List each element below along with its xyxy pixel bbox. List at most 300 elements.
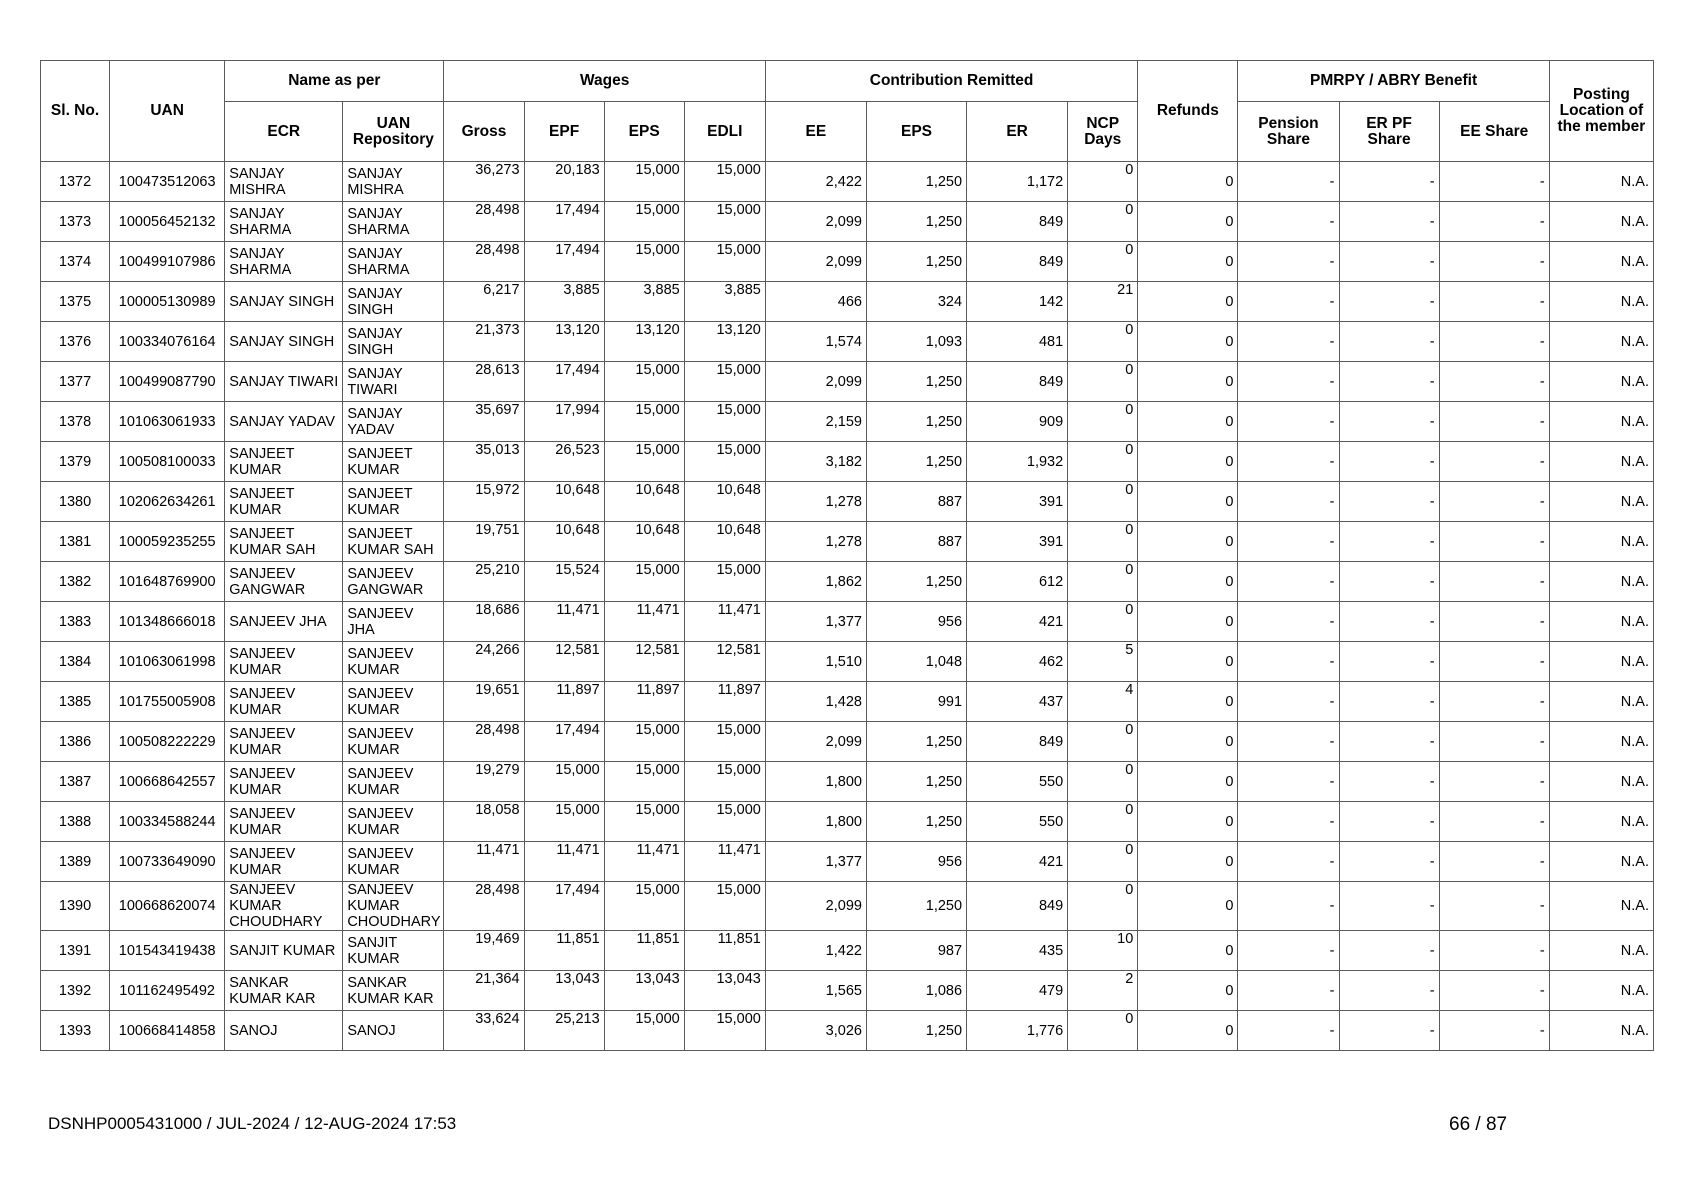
- cell-edli: 15,000: [684, 1011, 765, 1051]
- cell-name-ecr: SANJAY SHARMA: [225, 202, 343, 242]
- cell-name-ecr: SANJAY TIWARI: [225, 362, 343, 402]
- header-er-pf-share: ER PF Share: [1339, 102, 1439, 162]
- cell-name-uan-repository: SANJEEV KUMAR: [343, 722, 444, 762]
- cell-ee: 1,800: [765, 802, 866, 842]
- cell-uan: 101648769900: [110, 562, 225, 602]
- cell-eps: 15,000: [604, 882, 684, 931]
- cell-epf: 3,885: [524, 282, 604, 322]
- table-row: [41, 602, 1654, 642]
- cell-ncp-days: 5: [1068, 642, 1138, 682]
- cell-pension-share: -: [1238, 482, 1339, 522]
- cell-er-pf-share: -: [1339, 282, 1439, 322]
- cell-pension-share: -: [1238, 642, 1339, 682]
- cell-gross: 33,624: [444, 1011, 524, 1051]
- cell-uan: 101348666018: [110, 602, 225, 642]
- cell-eps-contribution: 1,250: [866, 722, 966, 762]
- table-row: [41, 402, 1654, 442]
- cell-epf: 17,494: [524, 882, 604, 931]
- cell-epf: 13,043: [524, 971, 604, 1011]
- cell-epf: 20,183: [524, 162, 604, 202]
- cell-edli: 13,120: [684, 322, 765, 362]
- cell-eps-contribution: 324: [866, 282, 966, 322]
- table-row: [41, 442, 1654, 482]
- cell-er: 481: [967, 322, 1068, 362]
- cell-name-ecr: SANJEEV KUMAR: [225, 762, 343, 802]
- cell-ee: 1,862: [765, 562, 866, 602]
- cell-gross: 25,210: [444, 562, 524, 602]
- cell-uan: 101162495492: [110, 971, 225, 1011]
- cell-uan: 100508222229: [110, 722, 225, 762]
- cell-uan: 100733649090: [110, 842, 225, 882]
- cell-uan: 100668414858: [110, 1011, 225, 1051]
- cell-ncp-days: 0: [1068, 562, 1138, 602]
- header-sl-no: Sl. No.: [41, 61, 110, 162]
- cell-eps-contribution: 956: [866, 842, 966, 882]
- cell-epf: 15,000: [524, 762, 604, 802]
- cell-pension-share: -: [1238, 242, 1339, 282]
- cell-name-uan-repository: SANJAY SHARMA: [343, 202, 444, 242]
- cell-eps: 15,000: [604, 762, 684, 802]
- cell-eps: 15,000: [604, 162, 684, 202]
- cell-name-uan-repository: SANJEET KUMAR: [343, 442, 444, 482]
- table-row: [41, 282, 1654, 322]
- cell-refunds: 0: [1138, 202, 1238, 242]
- cell-eps-contribution: 887: [866, 482, 966, 522]
- cell-name-uan-repository: SANJEEV KUMAR: [343, 642, 444, 682]
- cell-name-ecr: SANJEEV KUMAR: [225, 802, 343, 842]
- cell-name-uan-repository: SANJAY SINGH: [343, 322, 444, 362]
- cell-name-uan-repository: SANJAY YADAV: [343, 402, 444, 442]
- cell-eps-contribution: 1,250: [866, 402, 966, 442]
- cell-er-pf-share: -: [1339, 522, 1439, 562]
- cell-epf: 11,471: [524, 602, 604, 642]
- cell-ee: 3,182: [765, 442, 866, 482]
- cell-gross: 36,273: [444, 162, 524, 202]
- cell-edli: 13,043: [684, 971, 765, 1011]
- cell-posting-location: N.A.: [1549, 931, 1653, 971]
- cell-name-ecr: SANJIT KUMAR: [225, 931, 343, 971]
- cell-ee: 1,428: [765, 682, 866, 722]
- cell-sl-no: 1391: [41, 931, 110, 971]
- cell-posting-location: N.A.: [1549, 1011, 1653, 1051]
- cell-refunds: 0: [1138, 682, 1238, 722]
- table-row: [41, 802, 1654, 842]
- cell-er: 142: [967, 282, 1068, 322]
- cell-edli: 11,471: [684, 842, 765, 882]
- cell-eps-contribution: 956: [866, 602, 966, 642]
- cell-er-pf-share: -: [1339, 482, 1439, 522]
- cell-gross: 28,498: [444, 722, 524, 762]
- cell-uan: 100334076164: [110, 322, 225, 362]
- cell-name-uan-repository: SANJAY TIWARI: [343, 362, 444, 402]
- cell-name-ecr: SANJEEV JHA: [225, 602, 343, 642]
- header-eps-contribution: EPS: [866, 102, 966, 162]
- cell-edli: 15,000: [684, 722, 765, 762]
- header-edli: EDLI: [684, 102, 765, 162]
- cell-uan: 100005130989: [110, 282, 225, 322]
- cell-er: 849: [967, 202, 1068, 242]
- cell-eps: 10,648: [604, 482, 684, 522]
- cell-ee-share: -: [1439, 362, 1549, 402]
- cell-ncp-days: 0: [1068, 162, 1138, 202]
- cell-refunds: 0: [1138, 402, 1238, 442]
- cell-posting-location: N.A.: [1549, 802, 1653, 842]
- cell-refunds: 0: [1138, 642, 1238, 682]
- cell-uan: 100059235255: [110, 522, 225, 562]
- cell-refunds: 0: [1138, 282, 1238, 322]
- cell-eps-contribution: 1,250: [866, 202, 966, 242]
- cell-ee-share: -: [1439, 522, 1549, 562]
- cell-ncp-days: 0: [1068, 882, 1138, 931]
- cell-pension-share: -: [1238, 971, 1339, 1011]
- cell-edli: 15,000: [684, 402, 765, 442]
- cell-pension-share: -: [1238, 282, 1339, 322]
- cell-pension-share: -: [1238, 762, 1339, 802]
- cell-name-ecr: SANJAY MISHRA: [225, 162, 343, 202]
- cell-pension-share: -: [1238, 522, 1339, 562]
- cell-refunds: 0: [1138, 882, 1238, 931]
- cell-sl-no: 1373: [41, 202, 110, 242]
- header-gross: Gross: [444, 102, 524, 162]
- cell-name-ecr: SANJEET KUMAR: [225, 482, 343, 522]
- cell-posting-location: N.A.: [1549, 882, 1653, 931]
- cell-er: 849: [967, 242, 1068, 282]
- cell-eps: 3,885: [604, 282, 684, 322]
- cell-pension-share: -: [1238, 882, 1339, 931]
- cell-gross: 21,373: [444, 322, 524, 362]
- cell-name-ecr: SANJEEV KUMAR CHOUDHARY: [225, 882, 343, 931]
- cell-uan: 100473512063: [110, 162, 225, 202]
- cell-er: 421: [967, 842, 1068, 882]
- cell-ee-share: -: [1439, 242, 1549, 282]
- cell-sl-no: 1376: [41, 322, 110, 362]
- header-pension-share: Pension Share: [1238, 102, 1339, 162]
- cell-gross: 21,364: [444, 971, 524, 1011]
- cell-gross: 6,217: [444, 282, 524, 322]
- cell-name-uan-repository: SANJEEV KUMAR: [343, 842, 444, 882]
- cell-eps-contribution: 1,250: [866, 762, 966, 802]
- cell-sl-no: 1390: [41, 882, 110, 931]
- cell-pension-share: -: [1238, 1011, 1339, 1051]
- cell-er: 550: [967, 762, 1068, 802]
- cell-name-uan-repository: SANJIT KUMAR: [343, 931, 444, 971]
- header-epf: EPF: [524, 102, 604, 162]
- cell-er-pf-share: -: [1339, 1011, 1439, 1051]
- cell-epf: 17,494: [524, 242, 604, 282]
- table-body: [41, 162, 1654, 1051]
- cell-name-ecr: SANJEEV GANGWAR: [225, 562, 343, 602]
- cell-posting-location: N.A.: [1549, 562, 1653, 602]
- cell-eps-contribution: 1,250: [866, 242, 966, 282]
- cell-posting-location: N.A.: [1549, 482, 1653, 522]
- cell-gross: 28,613: [444, 362, 524, 402]
- cell-sl-no: 1387: [41, 762, 110, 802]
- cell-ee: 1,377: [765, 842, 866, 882]
- cell-ee: 2,422: [765, 162, 866, 202]
- cell-eps: 12,581: [604, 642, 684, 682]
- cell-posting-location: N.A.: [1549, 442, 1653, 482]
- cell-eps-contribution: 1,086: [866, 971, 966, 1011]
- cell-eps-contribution: 1,250: [866, 802, 966, 842]
- cell-sl-no: 1374: [41, 242, 110, 282]
- cell-eps: 15,000: [604, 802, 684, 842]
- cell-pension-share: -: [1238, 442, 1339, 482]
- cell-edli: 15,000: [684, 202, 765, 242]
- cell-ee-share: -: [1439, 642, 1549, 682]
- cell-uan: 101543419438: [110, 931, 225, 971]
- cell-epf: 17,994: [524, 402, 604, 442]
- cell-er: 550: [967, 802, 1068, 842]
- cell-ee-share: -: [1439, 882, 1549, 931]
- cell-ee-share: -: [1439, 842, 1549, 882]
- cell-eps-contribution: 1,048: [866, 642, 966, 682]
- cell-posting-location: N.A.: [1549, 602, 1653, 642]
- cell-eps-contribution: 1,250: [866, 162, 966, 202]
- cell-ee: 1,565: [765, 971, 866, 1011]
- cell-er-pf-share: -: [1339, 971, 1439, 1011]
- cell-epf: 15,000: [524, 802, 604, 842]
- table-row: [41, 722, 1654, 762]
- cell-ee-share: -: [1439, 802, 1549, 842]
- cell-uan: 100334588244: [110, 802, 225, 842]
- ecr-contribution-table: [40, 60, 1654, 1051]
- cell-edli: 11,471: [684, 602, 765, 642]
- cell-eps: 15,000: [604, 562, 684, 602]
- cell-sl-no: 1388: [41, 802, 110, 842]
- cell-uan: 101755005908: [110, 682, 225, 722]
- cell-edli: 12,581: [684, 642, 765, 682]
- cell-sl-no: 1377: [41, 362, 110, 402]
- cell-gross: 19,279: [444, 762, 524, 802]
- cell-ncp-days: 0: [1068, 482, 1138, 522]
- cell-refunds: 0: [1138, 842, 1238, 882]
- cell-sl-no: 1385: [41, 682, 110, 722]
- cell-pension-share: -: [1238, 562, 1339, 602]
- table-row: [41, 162, 1654, 202]
- cell-edli: 15,000: [684, 562, 765, 602]
- cell-posting-location: N.A.: [1549, 202, 1653, 242]
- cell-name-ecr: SANJEEV KUMAR: [225, 642, 343, 682]
- cell-pension-share: -: [1238, 402, 1339, 442]
- cell-eps: 15,000: [604, 402, 684, 442]
- cell-refunds: 0: [1138, 762, 1238, 802]
- cell-name-uan-repository: SANJEEV KUMAR: [343, 682, 444, 722]
- cell-ncp-days: 0: [1068, 1011, 1138, 1051]
- cell-sl-no: 1383: [41, 602, 110, 642]
- header-ee: EE: [765, 102, 866, 162]
- cell-uan: 102062634261: [110, 482, 225, 522]
- cell-ncp-days: 0: [1068, 322, 1138, 362]
- header-er: ER: [967, 102, 1068, 162]
- cell-er: 849: [967, 882, 1068, 931]
- cell-pension-share: -: [1238, 162, 1339, 202]
- cell-edli: 10,648: [684, 482, 765, 522]
- cell-posting-location: N.A.: [1549, 722, 1653, 762]
- cell-ee-share: -: [1439, 442, 1549, 482]
- cell-ee: 1,574: [765, 322, 866, 362]
- cell-er: 909: [967, 402, 1068, 442]
- cell-ncp-days: 4: [1068, 682, 1138, 722]
- cell-er-pf-share: -: [1339, 722, 1439, 762]
- cell-name-ecr: SANJEEV KUMAR: [225, 722, 343, 762]
- cell-gross: 35,697: [444, 402, 524, 442]
- cell-er: 1,776: [967, 1011, 1068, 1051]
- cell-refunds: 0: [1138, 1011, 1238, 1051]
- cell-name-ecr: SANJEEV KUMAR: [225, 682, 343, 722]
- table-row: [41, 562, 1654, 602]
- cell-gross: 19,651: [444, 682, 524, 722]
- cell-er: 1,932: [967, 442, 1068, 482]
- cell-refunds: 0: [1138, 522, 1238, 562]
- cell-sl-no: 1379: [41, 442, 110, 482]
- cell-pension-share: -: [1238, 362, 1339, 402]
- cell-er-pf-share: -: [1339, 842, 1439, 882]
- cell-gross: 18,058: [444, 802, 524, 842]
- cell-refunds: 0: [1138, 562, 1238, 602]
- cell-name-ecr: SANJAY YADAV: [225, 402, 343, 442]
- cell-edli: 15,000: [684, 762, 765, 802]
- table-row: [41, 522, 1654, 562]
- cell-refunds: 0: [1138, 802, 1238, 842]
- cell-ncp-days: 0: [1068, 442, 1138, 482]
- cell-ncp-days: 21: [1068, 282, 1138, 322]
- cell-ee: 1,278: [765, 522, 866, 562]
- cell-name-ecr: SANKAR KUMAR KAR: [225, 971, 343, 1011]
- cell-eps-contribution: 1,250: [866, 362, 966, 402]
- cell-gross: 18,686: [444, 602, 524, 642]
- cell-name-ecr: SANJEET KUMAR SAH: [225, 522, 343, 562]
- cell-er-pf-share: -: [1339, 602, 1439, 642]
- table-row: [41, 482, 1654, 522]
- cell-er-pf-share: -: [1339, 402, 1439, 442]
- cell-sl-no: 1375: [41, 282, 110, 322]
- cell-posting-location: N.A.: [1549, 762, 1653, 802]
- cell-name-ecr: SANJEEV KUMAR: [225, 842, 343, 882]
- cell-er-pf-share: -: [1339, 442, 1439, 482]
- cell-epf: 11,897: [524, 682, 604, 722]
- cell-posting-location: N.A.: [1549, 642, 1653, 682]
- cell-eps-contribution: 991: [866, 682, 966, 722]
- cell-edli: 15,000: [684, 362, 765, 402]
- cell-ee-share: -: [1439, 682, 1549, 722]
- cell-pension-share: -: [1238, 722, 1339, 762]
- cell-edli: 10,648: [684, 522, 765, 562]
- cell-ee-share: -: [1439, 482, 1549, 522]
- header-ecr: ECR: [225, 102, 343, 162]
- footer-document-id: DSNHP0005431000 / JUL-2024 / 12-AUG-2024 17:53: [48, 1114, 457, 1133]
- cell-eps: 15,000: [604, 362, 684, 402]
- cell-pension-share: -: [1238, 322, 1339, 362]
- cell-ncp-days: 0: [1068, 762, 1138, 802]
- cell-epf: 12,581: [524, 642, 604, 682]
- cell-er-pf-share: -: [1339, 931, 1439, 971]
- cell-ee: 1,422: [765, 931, 866, 971]
- cell-er-pf-share: -: [1339, 162, 1439, 202]
- cell-ee: 1,510: [765, 642, 866, 682]
- cell-epf: 25,213: [524, 1011, 604, 1051]
- cell-uan: 100056452132: [110, 202, 225, 242]
- cell-epf: 13,120: [524, 322, 604, 362]
- header-uan: UAN: [110, 61, 225, 162]
- cell-er: 421: [967, 602, 1068, 642]
- cell-er: 849: [967, 722, 1068, 762]
- cell-name-uan-repository: SANJAY MISHRA: [343, 162, 444, 202]
- cell-posting-location: N.A.: [1549, 522, 1653, 562]
- cell-ee-share: -: [1439, 722, 1549, 762]
- cell-eps: 11,897: [604, 682, 684, 722]
- cell-posting-location: N.A.: [1549, 402, 1653, 442]
- cell-er: 479: [967, 971, 1068, 1011]
- cell-name-uan-repository: SANJAY SINGH: [343, 282, 444, 322]
- cell-edli: 15,000: [684, 882, 765, 931]
- table-row: [41, 682, 1654, 722]
- cell-epf: 17,494: [524, 362, 604, 402]
- cell-sl-no: 1380: [41, 482, 110, 522]
- cell-epf: 15,524: [524, 562, 604, 602]
- cell-ee-share: -: [1439, 322, 1549, 362]
- cell-refunds: 0: [1138, 931, 1238, 971]
- cell-ncp-days: 0: [1068, 802, 1138, 842]
- cell-name-ecr: SANJAY SHARMA: [225, 242, 343, 282]
- cell-edli: 3,885: [684, 282, 765, 322]
- cell-sl-no: 1393: [41, 1011, 110, 1051]
- cell-ncp-days: 0: [1068, 722, 1138, 762]
- cell-gross: 28,498: [444, 882, 524, 931]
- cell-uan: 100499087790: [110, 362, 225, 402]
- cell-er-pf-share: -: [1339, 762, 1439, 802]
- cell-name-uan-repository: SANJAY SHARMA: [343, 242, 444, 282]
- cell-gross: 28,498: [444, 202, 524, 242]
- cell-edli: 15,000: [684, 162, 765, 202]
- cell-er: 462: [967, 642, 1068, 682]
- cell-ncp-days: 0: [1068, 242, 1138, 282]
- cell-ee: 1,278: [765, 482, 866, 522]
- cell-name-uan-repository: SANJEET KUMAR SAH: [343, 522, 444, 562]
- cell-sl-no: 1392: [41, 971, 110, 1011]
- cell-eps: 15,000: [604, 442, 684, 482]
- table-row: [41, 931, 1654, 971]
- cell-er-pf-share: -: [1339, 642, 1439, 682]
- header-contribution-remitted: Contribution Remitted: [765, 61, 1137, 102]
- cell-edli: 15,000: [684, 242, 765, 282]
- table-row: [41, 202, 1654, 242]
- cell-sl-no: 1389: [41, 842, 110, 882]
- cell-epf: 17,494: [524, 202, 604, 242]
- cell-eps: 11,471: [604, 602, 684, 642]
- cell-name-ecr: SANOJ: [225, 1011, 343, 1051]
- cell-sl-no: 1386: [41, 722, 110, 762]
- cell-ncp-days: 2: [1068, 971, 1138, 1011]
- cell-refunds: 0: [1138, 362, 1238, 402]
- cell-er-pf-share: -: [1339, 242, 1439, 282]
- table-row: [41, 842, 1654, 882]
- cell-name-uan-repository: SANJEET KUMAR: [343, 482, 444, 522]
- cell-refunds: 0: [1138, 322, 1238, 362]
- header-refunds: Refunds: [1138, 61, 1238, 162]
- cell-gross: 24,266: [444, 642, 524, 682]
- cell-refunds: 0: [1138, 442, 1238, 482]
- header-pmrpy-abry: PMRPY / ABRY Benefit: [1238, 61, 1549, 102]
- cell-eps: 15,000: [604, 242, 684, 282]
- cell-posting-location: N.A.: [1549, 162, 1653, 202]
- cell-ee: 2,159: [765, 402, 866, 442]
- cell-gross: 19,469: [444, 931, 524, 971]
- cell-posting-location: N.A.: [1549, 282, 1653, 322]
- cell-eps: 13,043: [604, 971, 684, 1011]
- header-wages: Wages: [444, 61, 765, 102]
- cell-ee: 1,377: [765, 602, 866, 642]
- cell-ee: 2,099: [765, 242, 866, 282]
